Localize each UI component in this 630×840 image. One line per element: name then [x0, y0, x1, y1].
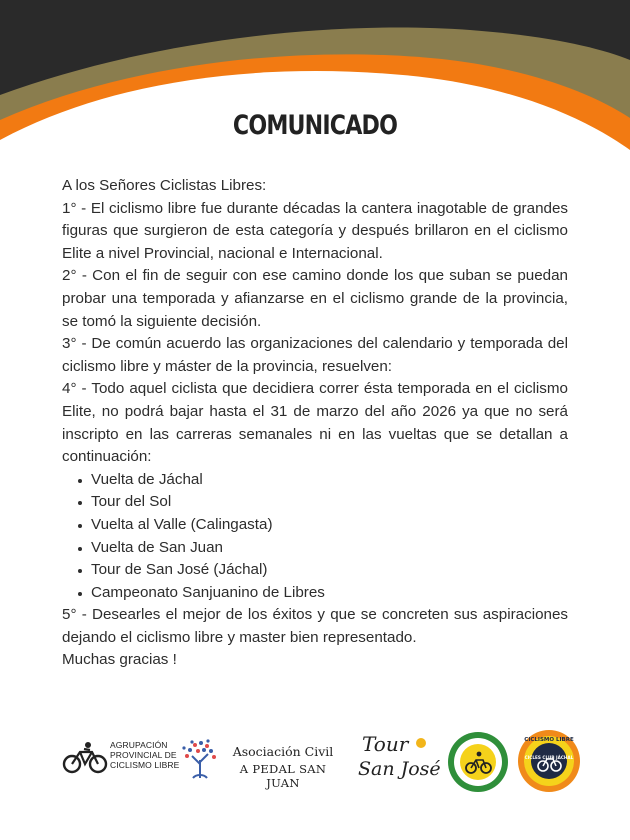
asociacion-logo: [224, 744, 342, 790]
club2-name: CICLISMO LIBRE: [524, 737, 574, 743]
tour-san-jose-logo: [356, 728, 441, 794]
thanks-line: Muchas gracias !: [62, 651, 177, 669]
paragraph-5: 5° - Desearles el mejor de los éxitos y que se concreten sus aspiraciones dejando el ciclismo libre y master bien representado.: [62, 606, 568, 646]
header-wave-banner: [0, 0, 630, 200]
paragraph-2: 2° - Con el fin de seguir con ese camino donde los que suban se puedan probar una temporada y afianzarse en el ciclismo grande de la provincia, se tomó la siguiente decisión.: [62, 267, 568, 330]
agrupacion-line-2: PROVINCIAL DE: [110, 750, 177, 761]
club-orange-badge-icon: [516, 728, 582, 794]
race-list: [62, 469, 568, 605]
list-item: Vuelta al Valle (Calingasta): [78, 514, 568, 537]
paragraph-4: 4° - Todo aquel ciclista que decidiera correr ésta temporada en el ciclismo Elite, no podrá bajar hasta el 31 de marzo del año 2026 ya que no será inscripto en las carreras semanales ni en las vueltas que se detallan a continuación:: [62, 380, 568, 466]
sun-icon: [414, 736, 428, 750]
tour-san-jose-text: San José: [358, 758, 441, 780]
list-item: Campeonato Sanjuanino de Libres: [78, 582, 568, 605]
paragraph-3: 3° - De común acuerdo las organizaciones del calendario y temporada del ciclismo libre y máster de la provincia, resuelven:: [62, 335, 568, 375]
agrupacion-line-3: CICLISMO LIBRE: [110, 760, 180, 771]
tree-logo-icon: [180, 738, 220, 780]
list-item: Vuelta de San Juan: [78, 537, 568, 560]
page-title: COMUNICADO: [232, 110, 398, 141]
club-green-badge-icon: [446, 730, 510, 794]
club2-sub: CICLES CLUB JÁCHAL: [524, 755, 574, 760]
bicycle-icon: [62, 740, 108, 776]
salutation: A los Señores Ciclistas Libres:: [62, 177, 267, 194]
list-item: Tour del Sol: [78, 491, 568, 514]
announcement-body: [62, 175, 568, 672]
agrupacion-line-1: AGRUPACIÓN: [110, 740, 168, 750]
paragraph-1: 1° - El ciclismo libre fue durante décadas la cantera inagotable de grandes figuras que surgieron de esta categoría y después brillaron en el ciclismo Elite a nivel Provincial, nacional e Internacional.: [62, 199, 568, 262]
sponsor-logos: [0, 722, 630, 812]
agrupacion-logo: [62, 740, 182, 780]
list-item: Vuelta de Jáchal: [78, 469, 568, 492]
tour-word: Tour: [362, 732, 409, 756]
asociacion-line-1: Asociación Civil: [232, 744, 334, 759]
list-item: Tour de San José (Jáchal): [78, 559, 568, 582]
ciclismo-libre-jachal-badge: [516, 728, 582, 794]
asociacion-line-2: A PEDAL SAN JUAN: [239, 762, 327, 790]
